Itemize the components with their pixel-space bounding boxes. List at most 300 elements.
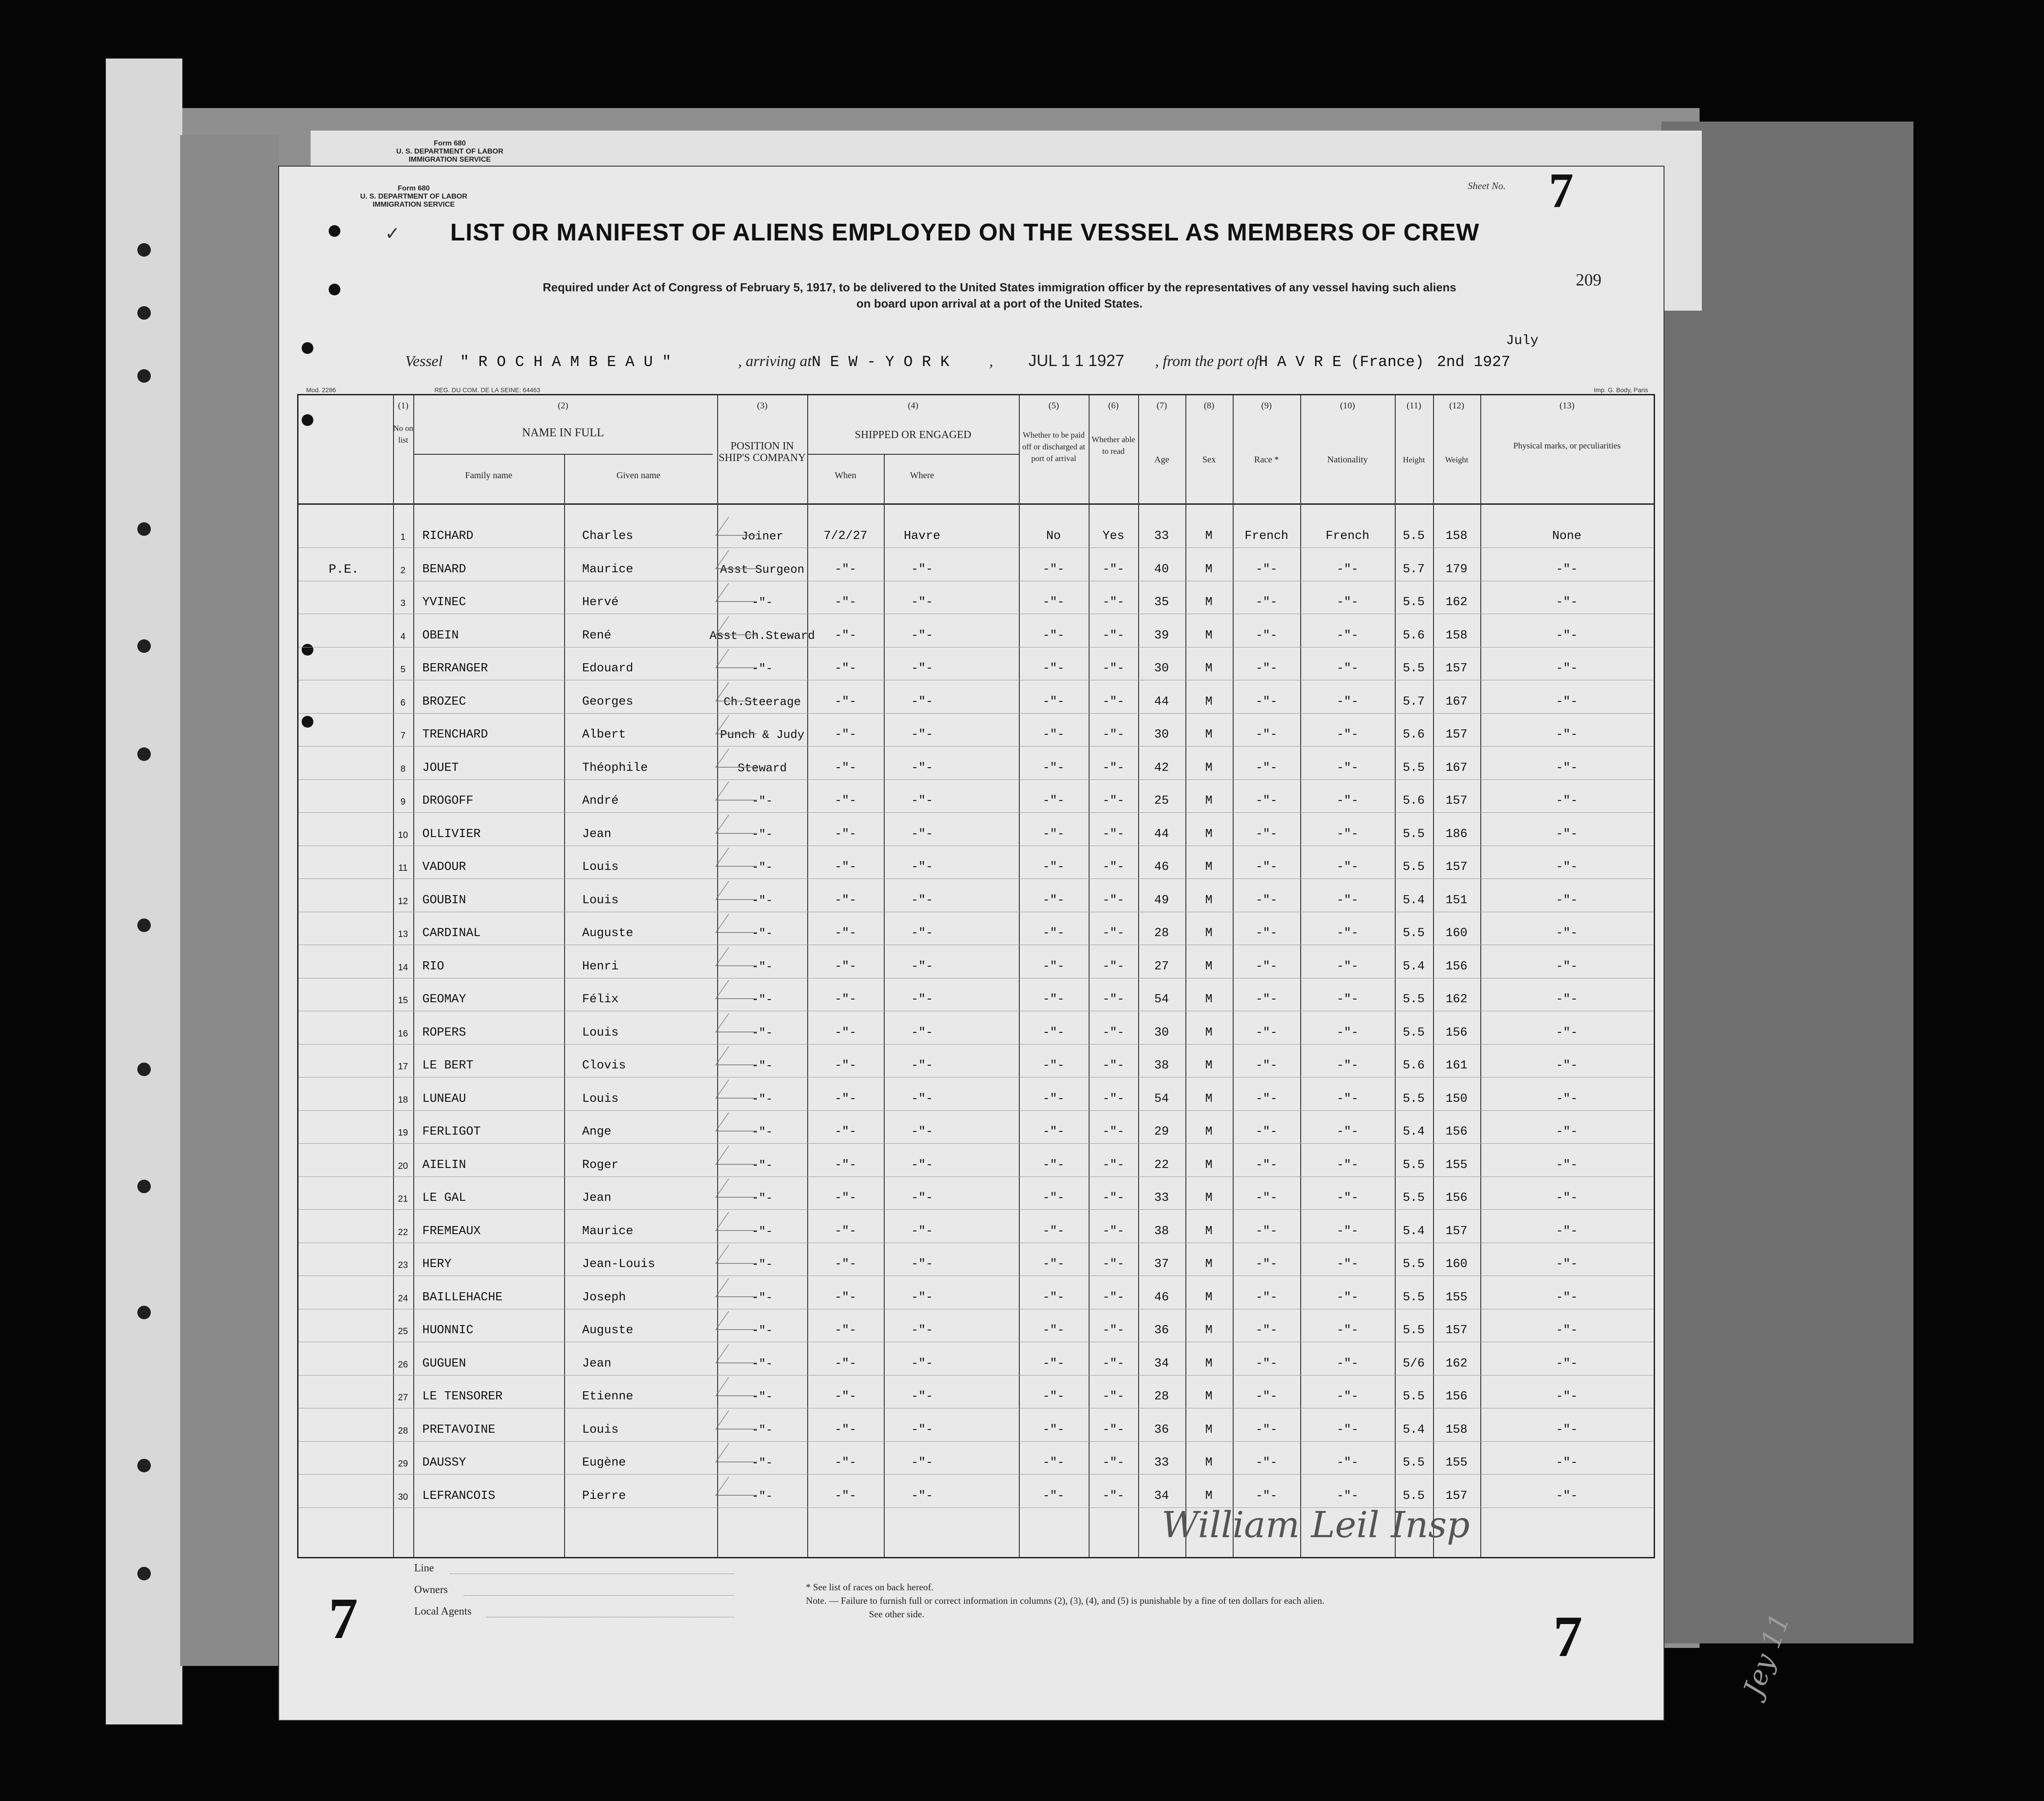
- cell-when: -"-: [834, 1390, 857, 1403]
- cell-given: Auguste: [582, 927, 633, 940]
- cell-race: -"-: [1255, 1423, 1278, 1437]
- column-header: Sex: [1202, 455, 1216, 465]
- cell-paid: -"-: [1042, 993, 1065, 1006]
- row-rule: [298, 1441, 1654, 1442]
- column-header: (13): [1559, 401, 1575, 411]
- cell-height: 5.5: [1402, 827, 1425, 841]
- cell-age: 25: [1154, 794, 1169, 808]
- binding-hole: [137, 306, 151, 320]
- cell-when: -"-: [834, 596, 857, 609]
- cell-family: FREMEAUX: [422, 1224, 481, 1238]
- cell-weight: 157: [1445, 728, 1468, 742]
- binding-hole: [137, 919, 151, 932]
- cell-sex: M: [1205, 1026, 1213, 1040]
- cell-where: -"-: [911, 1258, 933, 1271]
- service: IMMIGRATION SERVICE: [372, 201, 455, 208]
- cell-when: -"-: [834, 1092, 857, 1106]
- cell-sex: M: [1205, 794, 1213, 808]
- cell-position: -"-: [751, 1059, 773, 1072]
- cell-when: 7/2/27: [823, 529, 868, 543]
- cell-family: GUGUEN: [422, 1357, 466, 1371]
- cell-marks: -"-: [1556, 1423, 1578, 1437]
- cell-age: 46: [1154, 860, 1169, 874]
- cell-age: 54: [1154, 1092, 1169, 1106]
- cell-weight: 161: [1445, 1059, 1468, 1072]
- cell-marks: -"-: [1556, 794, 1578, 808]
- cell-position: -"-: [751, 1125, 773, 1139]
- cell-when: -"-: [834, 1324, 857, 1337]
- form-title: LIST OR MANIFEST OF ALIENS EMPLOYED ON THE VESSEL AS MEMBERS OF CREW: [450, 219, 1480, 246]
- form-subtitle-line-1: Required under Act of Congress of February 5, 1917, to be delivered to the United States immigration officer by the representatives of any vessel having such aliens: [543, 281, 1456, 294]
- cell-family: ROPERS: [422, 1026, 466, 1040]
- cell-nat: -"-: [1336, 1489, 1359, 1503]
- cell-where: -"-: [911, 562, 933, 576]
- model-number: Mod. 2286: [306, 386, 336, 394]
- cell-age: 44: [1154, 827, 1169, 841]
- cell-family: LUNEAU: [422, 1092, 466, 1106]
- cell-read: -"-: [1102, 728, 1125, 742]
- cell-no: 5: [400, 665, 406, 674]
- cell-marks: -"-: [1556, 1489, 1578, 1503]
- cell-race: -"-: [1255, 562, 1278, 576]
- cell-family: TRENCHARD: [422, 728, 488, 742]
- column-header: (8): [1203, 401, 1215, 411]
- cell-age: 49: [1154, 893, 1169, 907]
- cell-no: 8: [400, 764, 406, 774]
- cell-age: 38: [1154, 1224, 1169, 1238]
- arriving-port: N E W - Y O R K: [811, 354, 950, 371]
- cell-age: 30: [1154, 662, 1169, 675]
- cell-race: -"-: [1255, 1324, 1278, 1337]
- cell-when: -"-: [834, 728, 857, 742]
- cell-where: -"-: [911, 1489, 933, 1503]
- cell-no: 14: [398, 962, 408, 973]
- column-header: Height: [1403, 455, 1425, 464]
- cell-age: 27: [1154, 959, 1169, 973]
- cell-age: 40: [1154, 562, 1169, 576]
- binding-strip-shadow: [180, 135, 279, 1666]
- column-header: (5): [1048, 401, 1059, 411]
- cell-position: -"-: [751, 1324, 773, 1337]
- cell-marks: -"-: [1556, 1224, 1578, 1238]
- cell-height: 5.5: [1402, 927, 1425, 940]
- cell-family: YVINEC: [422, 596, 466, 609]
- column-header: Race *: [1254, 455, 1279, 465]
- cell-where: -"-: [911, 728, 933, 742]
- margin-note: P.E.: [329, 563, 359, 577]
- cell-given: Auguste: [582, 1324, 633, 1337]
- sheet-number: 7: [1549, 163, 1574, 218]
- cell-race: -"-: [1255, 1224, 1278, 1238]
- cell-family: JOUET: [422, 761, 459, 775]
- form-subtitle: [378, 279, 1621, 312]
- cell-age: 33: [1154, 1456, 1169, 1470]
- cell-race: -"-: [1255, 893, 1278, 907]
- punch-hole: [329, 225, 340, 237]
- cell-no: 19: [398, 1128, 408, 1138]
- departure-month: July: [1506, 333, 1539, 348]
- column-divider: [1395, 395, 1396, 1557]
- cell-paid: -"-: [1042, 1489, 1065, 1503]
- cell-marks: -"-: [1556, 728, 1578, 742]
- cell-position: -"-: [751, 993, 773, 1006]
- cell-read: -"-: [1102, 1290, 1125, 1304]
- binding-hole: [137, 747, 151, 761]
- cell-when: -"-: [834, 662, 857, 675]
- cell-where: -"-: [911, 1290, 933, 1304]
- cell-marks: -"-: [1556, 959, 1578, 973]
- cell-age: 36: [1154, 1324, 1169, 1337]
- cell-where: -"-: [911, 1423, 933, 1437]
- cell-no: 29: [398, 1459, 408, 1469]
- cell-sex: M: [1205, 1059, 1213, 1072]
- cell-height: 5.5: [1402, 860, 1425, 874]
- cell-age: 54: [1154, 993, 1169, 1006]
- cell-paid: -"-: [1042, 562, 1065, 576]
- cell-when: -"-: [834, 1357, 857, 1371]
- column-divider: [1300, 395, 1301, 1557]
- cell-family: RIO: [422, 959, 444, 973]
- cell-weight: 156: [1445, 1125, 1468, 1139]
- cell-read: -"-: [1102, 662, 1125, 675]
- cell-paid: -"-: [1042, 1158, 1065, 1172]
- cell-given: Roger: [582, 1158, 619, 1172]
- column-header: Given name: [616, 471, 660, 480]
- cell-no: 30: [398, 1492, 408, 1502]
- cell-no: 17: [398, 1062, 408, 1072]
- cell-weight: 156: [1445, 959, 1468, 973]
- cell-marks: -"-: [1556, 1059, 1578, 1072]
- cell-sex: M: [1205, 728, 1213, 742]
- cell-weight: 160: [1445, 927, 1468, 940]
- column-header: Age: [1154, 455, 1170, 465]
- cell-given: Georges: [582, 695, 633, 709]
- cell-nat: -"-: [1336, 860, 1359, 874]
- binding-hole: [137, 1063, 151, 1076]
- cell-paid: -"-: [1042, 1324, 1065, 1337]
- cell-sex: M: [1205, 1290, 1213, 1304]
- cell-nat: -"-: [1336, 827, 1359, 841]
- cell-height: 5.4: [1402, 959, 1425, 973]
- cell-sex: M: [1205, 1092, 1213, 1106]
- cell-height: 5.5: [1402, 993, 1425, 1006]
- cell-family: DAUSSY: [422, 1456, 466, 1470]
- cell-age: 39: [1154, 629, 1169, 643]
- form-header: [360, 185, 467, 209]
- column-header: When: [835, 471, 856, 480]
- cell-where: -"-: [911, 1456, 933, 1470]
- cell-position: -"-: [751, 827, 773, 841]
- cell-read: -"-: [1102, 1191, 1125, 1205]
- header-divider: [298, 503, 1654, 505]
- cell-position: -"-: [751, 893, 773, 907]
- cell-family: HERY: [422, 1258, 452, 1271]
- cell-when: -"-: [834, 562, 857, 576]
- punch-hole: [302, 342, 313, 354]
- cell-read: -"-: [1102, 959, 1125, 973]
- cell-weight: 186: [1445, 827, 1468, 841]
- cell-family: AIELIN: [422, 1158, 466, 1172]
- cell-paid: -"-: [1042, 1258, 1065, 1271]
- cell-sex: M: [1205, 629, 1213, 643]
- cell-sex: M: [1205, 1125, 1213, 1139]
- line-label: Line: [414, 1562, 434, 1574]
- binding-hole: [137, 1180, 151, 1193]
- cell-given: Etienne: [582, 1390, 633, 1403]
- cell-marks: -"-: [1556, 827, 1578, 841]
- inspector-signature: William Leil Insp: [1162, 1504, 1470, 1546]
- cell-given: Louis: [582, 860, 619, 874]
- cell-read: -"-: [1102, 1092, 1125, 1106]
- cell-nat: French: [1325, 529, 1370, 543]
- cell-where: -"-: [911, 1357, 933, 1371]
- cell-race: French: [1244, 529, 1289, 543]
- row-rule: [298, 779, 1654, 780]
- form-subtitle-line-2: on board upon arrival at a port of the United States.: [856, 297, 1143, 310]
- cell-family: FERLIGOT: [422, 1125, 481, 1139]
- cell-age: 34: [1154, 1357, 1169, 1371]
- cell-where: -"-: [911, 1390, 933, 1403]
- cell-weight: 167: [1445, 761, 1468, 775]
- cell-height: 5.5: [1402, 1456, 1425, 1470]
- cell-family: BERRANGER: [422, 662, 488, 675]
- cell-position: -"-: [751, 1258, 773, 1271]
- cell-height: 5.5: [1402, 1258, 1425, 1271]
- column-divider: [884, 395, 885, 1557]
- cell-where: -"-: [911, 695, 933, 709]
- cell-nat: -"-: [1336, 1026, 1359, 1040]
- back-form-header: [396, 140, 503, 164]
- cell-paid: -"-: [1042, 1125, 1065, 1139]
- column-divider: [717, 395, 718, 1557]
- cell-age: 36: [1154, 1423, 1169, 1437]
- manifest-sheet: [279, 163, 1664, 1720]
- form-number: Form 680: [398, 185, 430, 192]
- cell-family: LE BERT: [422, 1059, 474, 1072]
- cell-marks: -"-: [1556, 562, 1578, 576]
- cell-family: LE GAL: [422, 1191, 466, 1205]
- cell-family: HUONNIC: [422, 1324, 474, 1337]
- cell-when: -"-: [834, 893, 857, 907]
- cell-weight: 158: [1445, 1423, 1468, 1437]
- cell-given: Félix: [582, 993, 619, 1006]
- cell-marks: -"-: [1556, 1290, 1578, 1304]
- cell-read: -"-: [1102, 1059, 1125, 1072]
- cell-paid: -"-: [1042, 927, 1065, 940]
- cell-age: 28: [1154, 1390, 1169, 1403]
- cell-position: -"-: [751, 860, 773, 874]
- column-header: Family name: [465, 471, 512, 480]
- cell-nat: -"-: [1336, 1224, 1359, 1238]
- local-agents-label: Local Agents: [414, 1606, 472, 1617]
- row-rule: [298, 713, 1654, 714]
- row-rule: [298, 1044, 1654, 1045]
- cell-weight: 157: [1445, 860, 1468, 874]
- corner-handwritten-note: Jey 11: [1737, 1609, 1796, 1700]
- cell-paid: -"-: [1042, 1191, 1065, 1205]
- cell-read: Yes: [1102, 529, 1125, 543]
- cell-family: BROZEC: [422, 695, 466, 709]
- vessel-name: " R O C H A M B E A U ": [460, 354, 671, 371]
- cell-sex: M: [1205, 1423, 1213, 1437]
- cell-when: -"-: [834, 1059, 857, 1072]
- subheader-divider: [413, 454, 713, 455]
- cell-given: Théophile: [582, 761, 648, 775]
- cell-weight: 162: [1445, 1357, 1468, 1371]
- cell-position: -"-: [751, 1489, 773, 1503]
- cell-position: Asst Ch.Steward: [709, 629, 815, 643]
- cell-height: 5.5: [1402, 1390, 1425, 1403]
- cell-weight: 156: [1445, 1390, 1468, 1403]
- cell-nat: -"-: [1336, 1456, 1359, 1470]
- column-header: (4): [908, 401, 918, 411]
- cell-nat: -"-: [1336, 1092, 1359, 1106]
- cell-given: Eugène: [582, 1456, 626, 1470]
- cell-given: André: [582, 794, 619, 808]
- cell-marks: -"-: [1556, 695, 1578, 709]
- cell-marks: -"-: [1556, 761, 1578, 775]
- cell-when: -"-: [834, 927, 857, 940]
- footnote-other-side: See other side.: [869, 1609, 925, 1620]
- cell-nat: -"-: [1336, 629, 1359, 643]
- cell-read: -"-: [1102, 827, 1125, 841]
- cell-paid: -"-: [1042, 1456, 1065, 1470]
- cell-nat: -"-: [1336, 1258, 1359, 1271]
- cell-weight: 157: [1445, 1324, 1468, 1337]
- cell-family: RICHARD: [422, 529, 474, 543]
- cell-age: 37: [1154, 1258, 1169, 1271]
- cell-marks: -"-: [1556, 1357, 1578, 1371]
- cell-weight: 155: [1445, 1158, 1468, 1172]
- cell-paid: -"-: [1042, 893, 1065, 907]
- cell-nat: -"-: [1336, 993, 1359, 1006]
- cell-no: 13: [398, 929, 408, 939]
- cell-nat: -"-: [1336, 761, 1359, 775]
- cell-position: -"-: [751, 1423, 773, 1437]
- cell-no: 24: [398, 1293, 408, 1303]
- cell-where: -"-: [911, 1324, 933, 1337]
- cell-height: 5.6: [1402, 1059, 1425, 1072]
- cell-sex: M: [1205, 927, 1213, 940]
- cell-sex: M: [1205, 761, 1213, 775]
- cell-no: 7: [400, 731, 406, 741]
- cell-race: -"-: [1255, 1489, 1278, 1503]
- cell-read: -"-: [1102, 1258, 1125, 1271]
- cell-nat: -"-: [1336, 794, 1359, 808]
- comma: ,: [989, 353, 993, 370]
- cell-weight: 150: [1445, 1092, 1468, 1106]
- department: U. S. DEPARTMENT OF LABOR: [360, 193, 467, 200]
- cell-given: Pierre: [582, 1489, 626, 1503]
- cell-marks: -"-: [1556, 860, 1578, 874]
- page-number: 209: [1576, 271, 1601, 290]
- cell-sex: M: [1205, 562, 1213, 576]
- cell-read: -"-: [1102, 1357, 1125, 1371]
- cell-given: Henri: [582, 959, 619, 973]
- column-header: (11): [1406, 401, 1421, 411]
- cell-family: DROGOFF: [422, 794, 474, 808]
- cell-weight: 157: [1445, 662, 1468, 675]
- sheet-number-bottom-left: 7: [329, 1586, 358, 1651]
- cell-paid: -"-: [1042, 1224, 1065, 1238]
- cell-where: -"-: [911, 993, 933, 1006]
- cell-given: Louis: [582, 1092, 619, 1106]
- cell-given: Albert: [582, 728, 626, 742]
- column-divider: [1185, 395, 1186, 1557]
- cell-marks: -"-: [1556, 1092, 1578, 1106]
- cell-height: 5.4: [1402, 1423, 1425, 1437]
- cell-no: 11: [398, 863, 408, 873]
- cell-weight: 167: [1445, 695, 1468, 709]
- cell-read: -"-: [1102, 1158, 1125, 1172]
- cell-where: -"-: [911, 1224, 933, 1238]
- cell-marks: -"-: [1556, 1258, 1578, 1271]
- cell-paid: -"-: [1042, 761, 1065, 775]
- cell-sex: M: [1205, 529, 1213, 543]
- cell-race: -"-: [1255, 860, 1278, 874]
- cell-weight: 157: [1445, 794, 1468, 808]
- cell-given: Louis: [582, 1423, 619, 1437]
- cell-weight: 158: [1445, 629, 1468, 643]
- cell-when: -"-: [834, 695, 857, 709]
- from-port: H A V R E (France): [1258, 354, 1424, 371]
- cell-read: -"-: [1102, 927, 1125, 940]
- cell-no: 16: [398, 1028, 408, 1039]
- cell-sex: M: [1205, 1456, 1213, 1470]
- cell-position: -"-: [751, 927, 773, 940]
- column-divider: [1233, 395, 1234, 1557]
- cell-read: -"-: [1102, 629, 1125, 643]
- column-divider: [564, 395, 565, 1557]
- subheader-divider: [807, 454, 1019, 455]
- cell-race: -"-: [1255, 761, 1278, 775]
- cell-height: 5.5: [1402, 761, 1425, 775]
- cell-race: -"-: [1255, 927, 1278, 940]
- cell-when: -"-: [834, 860, 857, 874]
- cell-race: -"-: [1255, 827, 1278, 841]
- cell-paid: -"-: [1042, 1390, 1065, 1403]
- row-rule: [298, 746, 1654, 747]
- owners-field: [464, 1595, 734, 1596]
- cell-height: 5.7: [1402, 562, 1425, 576]
- cell-height: 5.5: [1402, 1191, 1425, 1205]
- cell-family: PRETAVOINE: [422, 1423, 496, 1437]
- cell-read: -"-: [1102, 893, 1125, 907]
- cell-age: 34: [1154, 1489, 1169, 1503]
- binding-hole: [137, 369, 151, 383]
- cell-where: -"-: [911, 893, 933, 907]
- cell-nat: -"-: [1336, 695, 1359, 709]
- cell-nat: -"-: [1336, 562, 1359, 576]
- cell-read: -"-: [1102, 1489, 1125, 1503]
- cell-weight: 157: [1445, 1489, 1468, 1503]
- cell-where: -"-: [911, 761, 933, 775]
- cell-read: -"-: [1102, 1423, 1125, 1437]
- cell-nat: -"-: [1336, 1191, 1359, 1205]
- cell-given: Clovis: [582, 1059, 626, 1072]
- cell-weight: 156: [1445, 1026, 1468, 1040]
- cell-nat: -"-: [1336, 1125, 1359, 1139]
- back-form-number: Form 680: [434, 140, 466, 147]
- cell-position: -"-: [751, 1158, 773, 1172]
- cell-height: 5.4: [1402, 893, 1425, 907]
- cell-paid: -"-: [1042, 662, 1065, 675]
- binding-hole: [137, 1306, 151, 1319]
- cell-when: -"-: [834, 1191, 857, 1205]
- column-header: (10): [1340, 401, 1355, 411]
- cell-sex: M: [1205, 1158, 1213, 1172]
- cell-when: -"-: [834, 629, 857, 643]
